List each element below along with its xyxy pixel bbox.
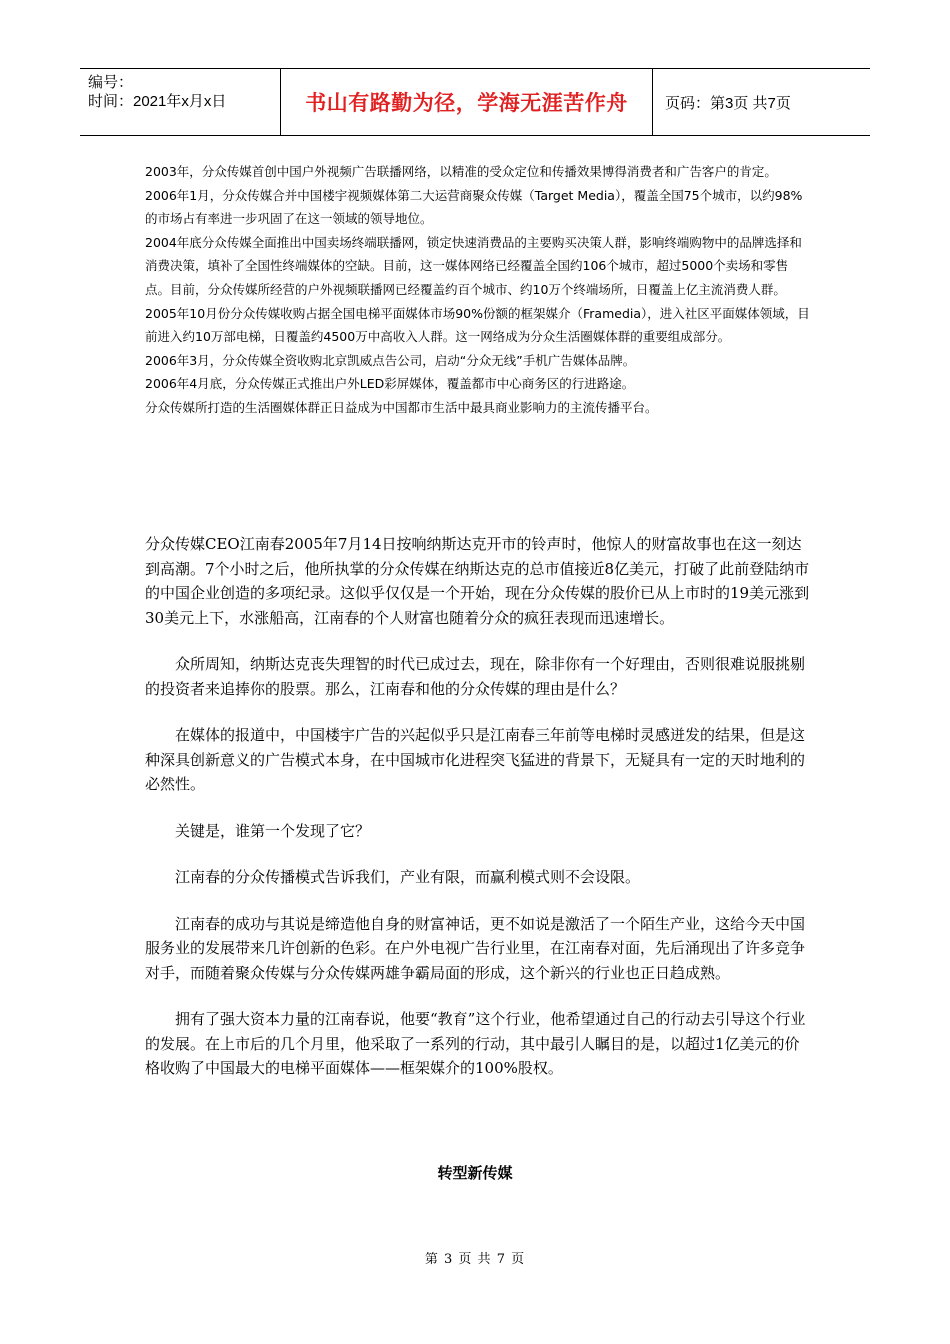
document-number-label: 编号： — [88, 74, 134, 91]
article-paragraph: 在媒体的报道中，中国楼宇广告的兴起似乎只是江南春三年前等电梯时灵感迸发的结果，但是这种深具创新意义的广告模式本身，在中国城市化进程突飞猛进的背景下，无疑具有一定的天时地利的必然性。 — [145, 726, 806, 793]
news-item: 2004年底分众传媒全面推出中国卖场终端联播网，锁定快速消费品的主要购买决策人群，影响终端购物中的品牌选择和消费决策，填补了全国性终端媒体的空缺。目前，这一媒体网络已经覆盖全国约106个城市，超过5000个卖场和零售点。目前，分众传媒所经营的户外视频联播网已经覆盖约百个城市、约10万个终端场所，日覆盖上亿主流消费人群。 — [145, 234, 802, 297]
news-item: 2006年3月，分众传媒全资收购北京凯威点告公司，启动“分众无线”手机广告媒体品牌。 — [145, 352, 636, 368]
article-paragraph: 江南春的成功与其说是缔造他自身的财富神话，更不如说是激活了一个陌生产业，这给今天中国服务业的发展带来几许创新的色彩。在户外电视广告行业里，在江南春对面，先后涌现出了许多竞争对手，而随着聚众传媒与分众传媒两雄争霸局面的形成，这个新兴的行业也正日趋成熟。 — [145, 914, 806, 982]
header-motto: 书山有路勤为径，学海无涯苦作舟 — [281, 69, 653, 135]
page-footer: 第 3 页 共 7 页 — [424, 1252, 526, 1267]
article-paragraph: 分众传媒CEO江南春2005年7月14日按响纳斯达克开市的铃声时，他惊人的财富故事也在这一刻达到高潮。7个小时之后，他所执掌的分众传媒在纳斯达克的总市值接近8亿美元，打破了此前登陆纳市的中国企业创造的多项纪录。这似乎仅仅是一个开始，现在分众传媒的股价已从上市时的19美元涨到30美元上下，水涨船高，江南春的个人财富也随着分众的疯狂表现而迅速增长。 — [145, 535, 810, 627]
news-timeline — [145, 160, 810, 420]
news-item: 分众传媒所打造的生活圈媒体群正日益成为中国都市生活中最具商业影响力的主流传播平台。 — [145, 399, 658, 415]
article-paragraph: 江南春的分众传播模式告诉我们，产业有限，而赢利模式则不会设限。 — [175, 868, 641, 886]
header-meta — [80, 69, 281, 135]
news-item: 2003年，分众传媒首创中国户外视频广告联播网络，以精准的受众定位和传播效果博得消费者和广告客户的肯定。 — [145, 164, 777, 179]
section-title: 转型新传媒 — [437, 1164, 513, 1182]
article-paragraph: 众所周知，纳斯达克丧失理智的时代已成过去，现在，除非你有一个好理由，否则很难说服挑剔的投资者来追捧你的股票。那么，江南春和他的分众传媒的理由是什么？ — [145, 655, 806, 698]
document-date-label: 时间：2021年x月x日 — [88, 93, 227, 110]
news-item: 2006年4月底，分众传媒正式推出户外LED彩屏媒体，覆盖都市中心商务区的行进路途。 — [145, 376, 635, 392]
article-paragraph: 关键是，谁第一个发现了它？ — [175, 821, 371, 840]
news-item: 2005年10月份分众传媒收购占据全国电梯平面媒体市场90%份额的框架媒介（Framedia），进入社区平面媒体领域，目前进入约10万部电梯，日覆盖约4500万中高收入人群。这一网络成为分众生活圈媒体群的重要组成部分。 — [145, 305, 810, 345]
page-header — [80, 68, 870, 136]
article-paragraph: 拥有了强大资本力量的江南春说，他要“教育”这个行业，他希望通过自己的行动去引导这个行业的发展。在上市后的几个月里，他采取了一系列的行动，其中最引人瞩目的是，以超过1亿美元的价格收购了中国最大的电梯平面媒体——框架媒介的100%股权。 — [145, 1010, 806, 1077]
news-item: 2006年1月，分众传媒合并中国楼宇视频媒体第二大运营商聚众传媒（Target Media），覆盖全国75个城市，以约98%的市场占有率进一步巩固了在这一领域的领导地位。 — [145, 187, 803, 227]
header-page-number: 页码：第3页 共7页 — [665, 94, 791, 112]
article-body — [145, 532, 810, 1103]
